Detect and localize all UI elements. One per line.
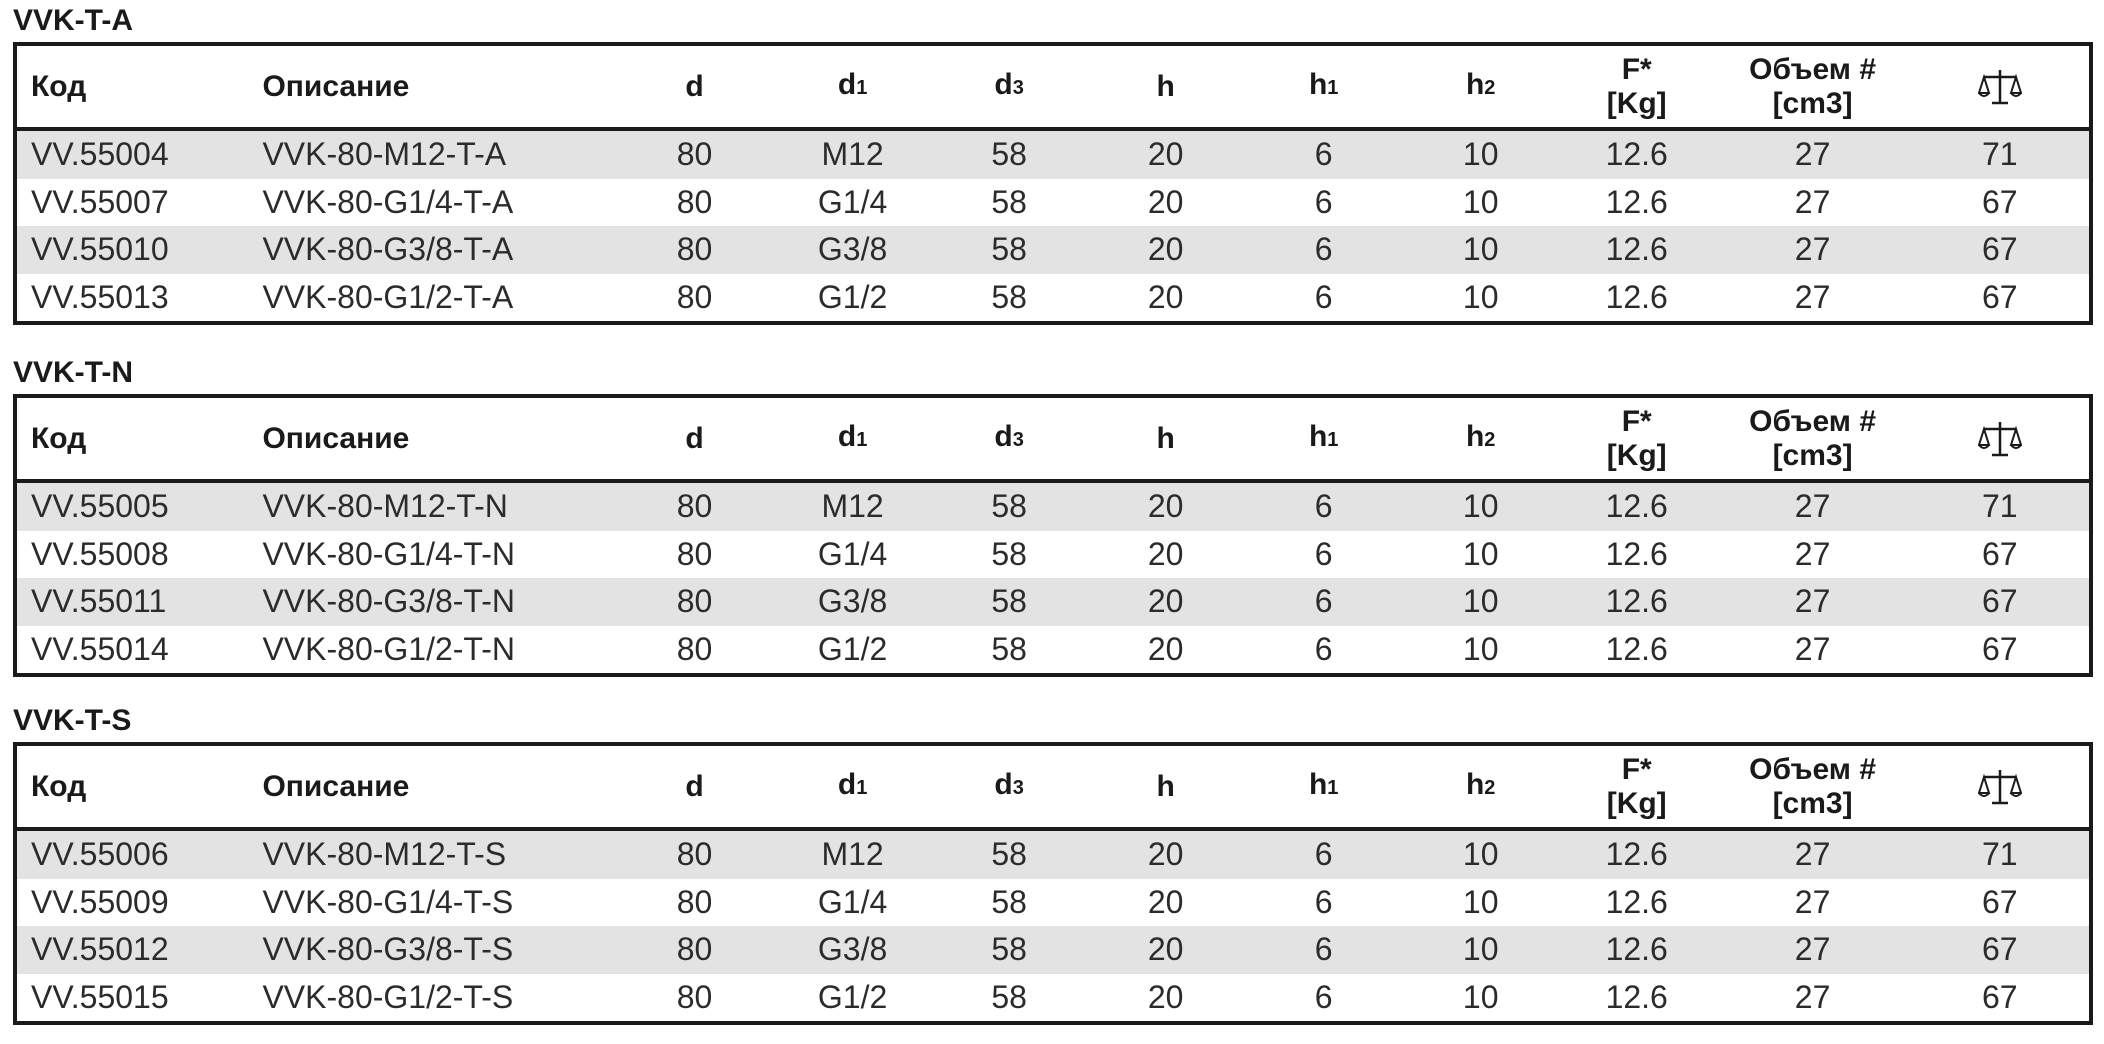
cell-d1: G1/2 xyxy=(817,630,888,667)
cell-force: 12.6 xyxy=(1605,630,1668,667)
cell-force: 12.6 xyxy=(1559,829,1715,879)
cell-h1: 6 xyxy=(1245,226,1403,274)
cell-h: 20 xyxy=(1147,978,1184,1015)
cell-volume: 27 xyxy=(1715,226,1911,274)
header-h1: h1 xyxy=(1245,746,1403,829)
header-h2: h2 xyxy=(1403,746,1559,829)
cell-volume: 27 xyxy=(1715,129,1911,179)
cell-force: 12.6 xyxy=(1605,978,1668,1015)
cell-d1: G3/8 xyxy=(774,926,932,974)
table-row xyxy=(17,926,2089,974)
cell-force: 12.6 xyxy=(1605,883,1668,920)
cell-weight: 71 xyxy=(1910,481,2089,531)
table-row xyxy=(17,226,2089,274)
cell-code: VV.55014 xyxy=(31,630,169,667)
cell-weight: 71 xyxy=(1910,829,2089,879)
cell-weight: 67 xyxy=(1981,978,2018,1015)
header-d1: d1 xyxy=(774,746,932,829)
cell-h2: 10 xyxy=(1462,535,1499,572)
cell-force: 12.6 xyxy=(1605,183,1668,220)
cell-d3: 58 xyxy=(932,578,1087,626)
cell-d1: M12 xyxy=(774,129,932,179)
cell-description: VVK-80-G1/2-T-N xyxy=(262,630,515,667)
cell-volume: 27 xyxy=(1715,926,1911,974)
cell-h2: 10 xyxy=(1462,883,1499,920)
cell-h1: 6 xyxy=(1314,183,1333,220)
cell-h: 20 xyxy=(1087,829,1245,879)
cell-h: 20 xyxy=(1147,883,1184,920)
table-row xyxy=(17,879,2089,927)
table-row xyxy=(17,179,2089,227)
header-weight xyxy=(1910,746,2089,829)
cell-code: VV.55008 xyxy=(31,535,169,572)
table-body xyxy=(17,129,2089,321)
cell-code: VV.55015 xyxy=(31,978,169,1015)
cell-code: VV.55012 xyxy=(17,926,248,974)
header-code: Код xyxy=(17,398,248,481)
cell-h1: 6 xyxy=(1245,129,1403,179)
cell-volume: 27 xyxy=(1715,481,1911,531)
cell-code: VV.55011 xyxy=(17,578,248,626)
table-row xyxy=(17,578,2089,626)
cell-description: VVK-80-G1/4-T-S xyxy=(262,883,514,920)
cell-description: VVK-80-G3/8-T-S xyxy=(248,926,615,974)
cell-h1: 6 xyxy=(1245,829,1403,879)
scale-icon xyxy=(1978,419,2022,459)
cell-d: 80 xyxy=(616,926,774,974)
cell-d1: G3/8 xyxy=(774,578,932,626)
header-h: h xyxy=(1087,46,1245,129)
cell-h1: 6 xyxy=(1245,926,1403,974)
cell-d3: 58 xyxy=(932,829,1087,879)
header-h1: h1 xyxy=(1245,398,1403,481)
cell-volume: 27 xyxy=(1794,535,1831,572)
cell-volume: 27 xyxy=(1794,183,1831,220)
cell-d1: M12 xyxy=(774,481,932,531)
cell-h: 20 xyxy=(1147,630,1184,667)
cell-description: VVK-80-M12-T-A xyxy=(248,129,615,179)
cell-d: 80 xyxy=(616,226,774,274)
cell-h: 20 xyxy=(1087,578,1245,626)
cell-description: VVK-80-G3/8-T-A xyxy=(248,226,615,274)
cell-h1: 6 xyxy=(1314,278,1333,315)
cell-force: 12.6 xyxy=(1559,578,1715,626)
cell-h1: 6 xyxy=(1314,630,1333,667)
header-code: Код xyxy=(17,746,248,829)
cell-weight: 67 xyxy=(1981,535,2018,572)
cell-h: 20 xyxy=(1087,129,1245,179)
section-vvk-t-n xyxy=(13,352,2093,677)
header-d3: d3 xyxy=(932,746,1087,829)
header-description: Описание xyxy=(248,398,615,481)
cell-h2: 10 xyxy=(1403,926,1559,974)
cell-d3: 58 xyxy=(991,883,1027,920)
cell-weight: 67 xyxy=(1981,183,2018,220)
table-row xyxy=(17,274,2089,322)
cell-description: VVK-80-G3/8-T-N xyxy=(248,578,615,626)
table-row xyxy=(17,129,2089,179)
cell-code: VV.55006 xyxy=(17,829,248,879)
cell-h2: 10 xyxy=(1462,183,1499,220)
cell-weight: 71 xyxy=(1910,129,2089,179)
table-body xyxy=(17,481,2089,673)
header-force: F* [Kg] xyxy=(1559,46,1715,129)
cell-d: 80 xyxy=(676,535,713,572)
cell-d3: 58 xyxy=(991,183,1027,220)
scale-icon xyxy=(1978,67,2022,107)
cell-h2: 10 xyxy=(1403,481,1559,531)
cell-h1: 6 xyxy=(1245,481,1403,531)
table-body xyxy=(17,829,2089,1021)
cell-volume: 27 xyxy=(1794,278,1831,315)
cell-force: 12.6 xyxy=(1559,481,1715,531)
cell-d1: G1/2 xyxy=(817,278,888,315)
cell-weight: 67 xyxy=(1910,578,2089,626)
section-vvk-t-a xyxy=(13,0,2093,325)
spec-table xyxy=(13,742,2093,1025)
cell-d3: 58 xyxy=(932,481,1087,531)
cell-h: 20 xyxy=(1087,481,1245,531)
cell-description: VVK-80-G1/2-T-S xyxy=(262,978,514,1015)
cell-d: 80 xyxy=(616,129,774,179)
cell-weight: 67 xyxy=(1981,630,2018,667)
header-weight xyxy=(1910,398,2089,481)
cell-h1: 6 xyxy=(1314,535,1333,572)
cell-h2: 10 xyxy=(1403,578,1559,626)
header-h2: h2 xyxy=(1403,46,1559,129)
table-row xyxy=(17,974,2089,1022)
cell-code: VV.55009 xyxy=(31,883,169,920)
cell-h2: 10 xyxy=(1462,630,1499,667)
cell-code: VV.55013 xyxy=(31,278,169,315)
cell-d3: 58 xyxy=(991,535,1027,572)
cell-weight: 67 xyxy=(1910,226,2089,274)
cell-d3: 58 xyxy=(932,129,1087,179)
cell-force: 12.6 xyxy=(1559,926,1715,974)
header-volume: Объем # [cm3] xyxy=(1715,46,1911,129)
cell-h2: 10 xyxy=(1462,278,1499,315)
cell-h: 20 xyxy=(1147,535,1184,572)
spec-table xyxy=(13,42,2093,325)
cell-h2: 10 xyxy=(1462,978,1499,1015)
cell-h: 20 xyxy=(1147,278,1184,315)
header-description: Описание xyxy=(248,746,615,829)
cell-d3: 58 xyxy=(991,630,1027,667)
header-d3: d3 xyxy=(932,398,1087,481)
cell-h2: 10 xyxy=(1403,829,1559,879)
cell-weight: 67 xyxy=(1910,926,2089,974)
cell-force: 12.6 xyxy=(1559,226,1715,274)
header-d3: d3 xyxy=(932,46,1087,129)
cell-volume: 27 xyxy=(1794,883,1831,920)
cell-code: VV.55007 xyxy=(31,183,169,220)
header-force: F* [Kg] xyxy=(1559,746,1715,829)
cell-d: 80 xyxy=(616,578,774,626)
cell-d3: 58 xyxy=(932,226,1087,274)
cell-d1: M12 xyxy=(774,829,932,879)
header-weight xyxy=(1910,46,2089,129)
cell-d1: G1/4 xyxy=(817,535,888,572)
cell-d3: 58 xyxy=(991,978,1027,1015)
cell-d1: G1/2 xyxy=(817,978,888,1015)
table-row xyxy=(17,531,2089,579)
cell-d: 80 xyxy=(676,278,713,315)
cell-code: VV.55005 xyxy=(17,481,248,531)
cell-description: VVK-80-M12-T-S xyxy=(248,829,615,879)
header-d: d xyxy=(616,746,774,829)
header-d: d xyxy=(616,46,774,129)
cell-d1: G3/8 xyxy=(774,226,932,274)
cell-code: VV.55004 xyxy=(17,129,248,179)
cell-h2: 10 xyxy=(1403,226,1559,274)
cell-h1: 6 xyxy=(1314,883,1333,920)
header-h1: h1 xyxy=(1245,46,1403,129)
table-header-row xyxy=(17,398,2089,481)
header-d: d xyxy=(616,398,774,481)
header-h2: h2 xyxy=(1403,398,1559,481)
spec-table xyxy=(13,394,2093,677)
header-volume: Объем # [cm3] xyxy=(1715,746,1911,829)
cell-force: 12.6 xyxy=(1559,129,1715,179)
header-h: h xyxy=(1087,398,1245,481)
cell-volume: 27 xyxy=(1794,630,1831,667)
cell-description: VVK-80-G1/4-T-A xyxy=(262,183,514,220)
cell-d: 80 xyxy=(676,630,713,667)
header-force: F* [Kg] xyxy=(1559,398,1715,481)
cell-d1: G1/4 xyxy=(817,183,888,220)
cell-d1: G1/4 xyxy=(817,883,888,920)
cell-force: 12.6 xyxy=(1605,535,1668,572)
section-title: VVK-T-S xyxy=(13,704,132,737)
header-description: Описание xyxy=(248,46,615,129)
cell-h1: 6 xyxy=(1245,578,1403,626)
header-d1: d1 xyxy=(774,46,932,129)
cell-volume: 27 xyxy=(1715,578,1911,626)
cell-h: 20 xyxy=(1087,226,1245,274)
cell-d3: 58 xyxy=(932,926,1087,974)
header-code: Код xyxy=(17,46,248,129)
section-vvk-t-s xyxy=(13,700,2093,1025)
cell-h: 20 xyxy=(1147,183,1184,220)
cell-volume: 27 xyxy=(1715,829,1911,879)
cell-d: 80 xyxy=(676,978,713,1015)
table-header-row xyxy=(17,746,2089,829)
cell-weight: 67 xyxy=(1981,883,2018,920)
table-row xyxy=(17,481,2089,531)
cell-h: 20 xyxy=(1087,926,1245,974)
cell-d: 80 xyxy=(676,883,713,920)
header-h: h xyxy=(1087,746,1245,829)
cell-d: 80 xyxy=(616,481,774,531)
header-volume: Объем # [cm3] xyxy=(1715,398,1911,481)
table-row xyxy=(17,626,2089,674)
cell-weight: 67 xyxy=(1981,278,2018,315)
header-d1: d1 xyxy=(774,398,932,481)
cell-description: VVK-80-G1/2-T-A xyxy=(262,278,514,315)
cell-description: VVK-80-G1/4-T-N xyxy=(262,535,515,572)
cell-d: 80 xyxy=(676,183,713,220)
cell-h2: 10 xyxy=(1403,129,1559,179)
cell-d3: 58 xyxy=(991,278,1027,315)
cell-code: VV.55010 xyxy=(17,226,248,274)
scale-icon xyxy=(1978,767,2022,807)
section-title: VVK-T-A xyxy=(13,4,133,37)
table-row xyxy=(17,829,2089,879)
table-header-row xyxy=(17,46,2089,129)
section-title: VVK-T-N xyxy=(13,356,133,389)
cell-force: 12.6 xyxy=(1605,278,1668,315)
cell-description: VVK-80-M12-T-N xyxy=(248,481,615,531)
cell-d: 80 xyxy=(616,829,774,879)
cell-h1: 6 xyxy=(1314,978,1333,1015)
cell-volume: 27 xyxy=(1794,978,1831,1015)
